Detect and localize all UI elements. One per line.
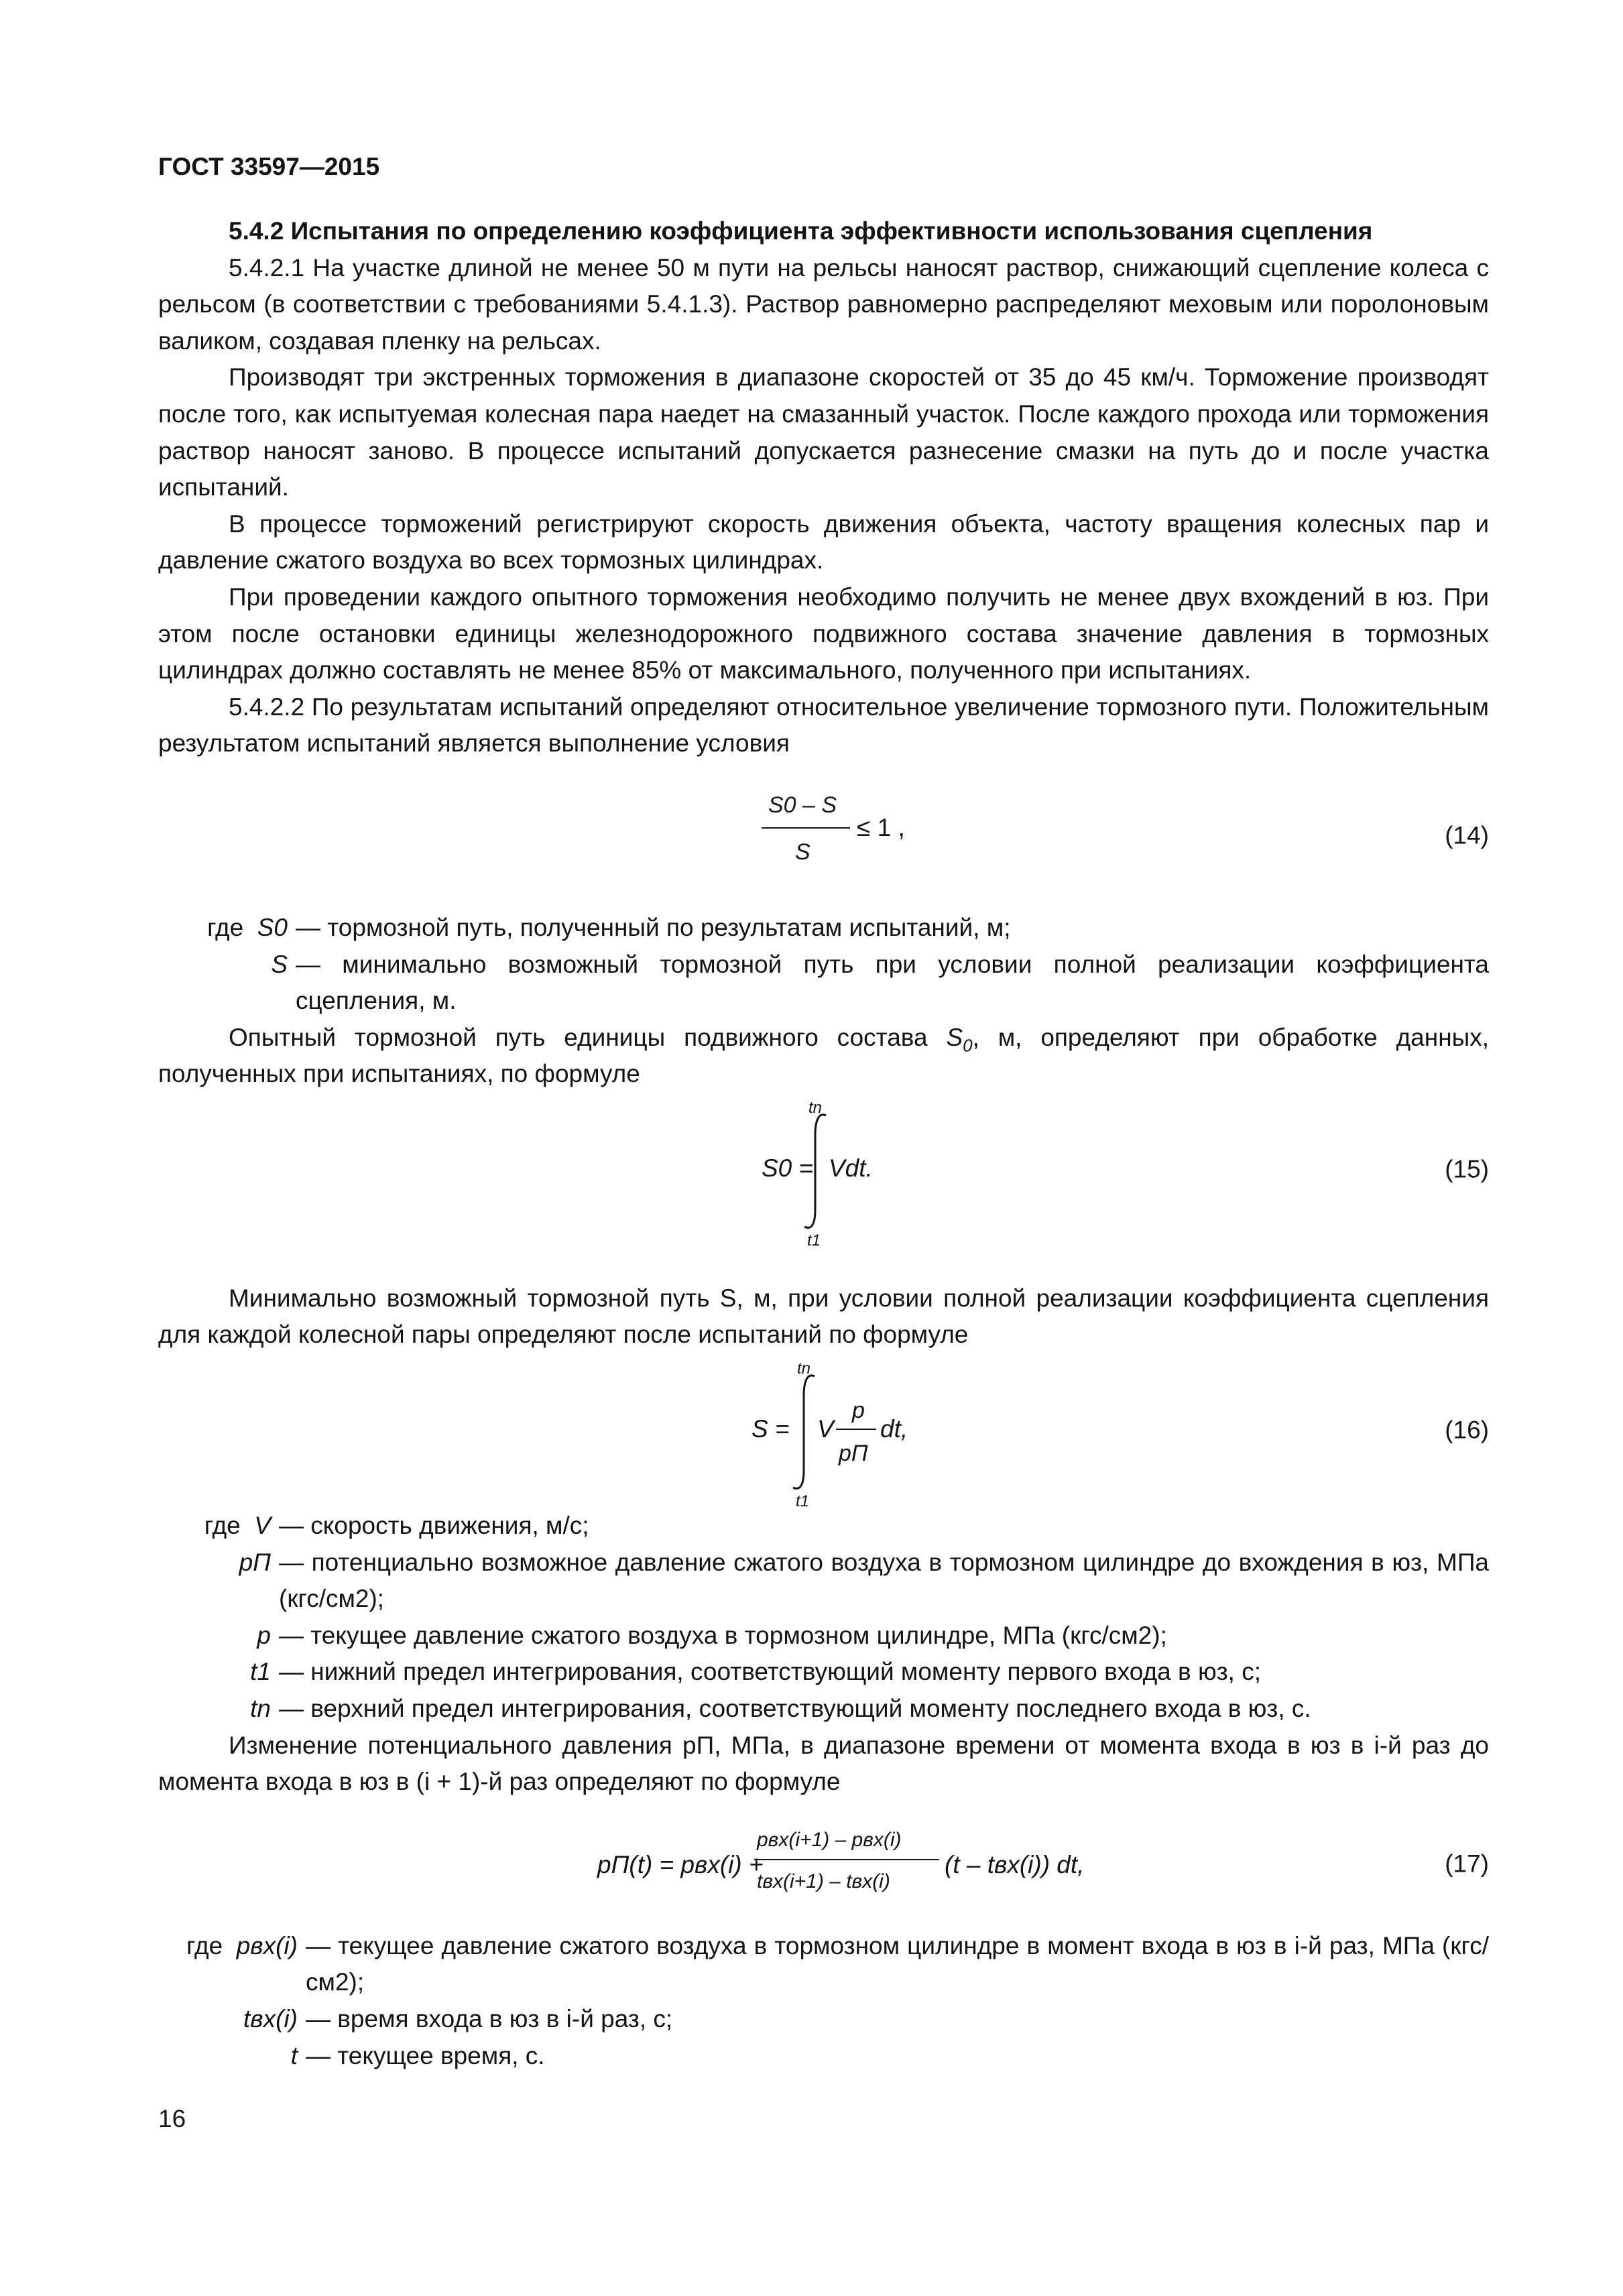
formula-16-v: V: [817, 1415, 834, 1443]
equation-number: (17): [1445, 1850, 1489, 1878]
formula-15: [158, 1093, 1489, 1250]
formula-14: [158, 762, 1489, 910]
paragraph: 5.4.2.2 По результатам испытаний определяют относительное увеличение тормозного пути. Положительным результатом испытаний является выполнение условия: [158, 692, 1489, 758]
formula-17: [158, 1801, 1489, 1928]
formula-17-tail: (t – tвх(i)) dt,: [945, 1850, 1085, 1878]
formula-16: [158, 1353, 1489, 1511]
page-number: 16: [158, 2105, 186, 2132]
formula-17-lhs: pП(t) = pвх(i) +: [597, 1850, 764, 1878]
where-symbol: pвх(i): [236, 1931, 298, 1959]
paragraph: Изменение потенциального давления pП, МПа, в диапазоне времени от момента входа в юз в i-й раз до момента входа в юз в (i + 1)-й раз определяют по формуле: [158, 1731, 1489, 1796]
integral-sign-icon: [793, 1376, 815, 1489]
where-symbol: pП: [239, 1548, 271, 1576]
formula-17-numerator: pвх(i+1) – pвх(i): [757, 1828, 902, 1851]
formula-15-integrand: Vdt.: [829, 1154, 873, 1182]
formula-14-rhs: ≤ 1 ,: [857, 813, 905, 841]
where-symbol: t: [290, 2041, 298, 2069]
where-row: [158, 910, 1489, 947]
formula-16-tail: dt,: [880, 1415, 908, 1443]
spacer: [158, 1247, 1489, 1280]
where-description: — тормозной путь, полученный по результатам испытаний, м;: [296, 913, 1011, 941]
where-lead: где S0: [207, 913, 288, 941]
where-row: [158, 1618, 1489, 1654]
where-row: [158, 2001, 1489, 2038]
document-header: ГОСТ 33597—2015: [158, 153, 380, 180]
formula-15-lhs: S0 =: [762, 1154, 814, 1182]
formula-14-denominator: S: [795, 839, 810, 865]
where-description: — скорость движения, м/с;: [279, 1512, 589, 1540]
where-row: [158, 1654, 1489, 1691]
equation-number: (15): [1445, 1155, 1489, 1183]
where-row: [158, 1928, 1489, 2001]
integral-lower-limit: t1: [796, 1492, 810, 1511]
equation-number: (14): [1445, 821, 1489, 849]
page-content: [158, 213, 1489, 2074]
where-symbol: t1: [250, 1658, 271, 1686]
where-block-2: [158, 1508, 1489, 1728]
equation-number: (16): [1445, 1416, 1489, 1444]
where-description: — верхний предел интегрирования, соответствующий моменту последнего входа в юз, с.: [279, 1695, 1311, 1723]
formula-17-expression: [597, 1801, 1085, 1928]
where-description: — время входа в юз в i-й раз, с;: [306, 2005, 673, 2033]
integral-lower-limit: t1: [807, 1231, 821, 1250]
where-description: — текущее давление сжатого воздуха в тормозном цилиндре в момент входа в юз в i-й раз, МПа (кгс/см2);: [306, 1931, 1489, 1996]
where-block-1: [158, 910, 1489, 1020]
where-symbol: tвх(i): [243, 2005, 298, 2033]
where-description: — текущее время, с.: [306, 2041, 545, 2069]
where-lead: где pвх(i): [186, 1931, 298, 1959]
formula-16-lhs: S =: [752, 1415, 790, 1443]
paragraph: При проведении каждого опытного торможения необходимо получить не менее двух вхождений в юз. При этом после остановки единицы железнодорожного подвижного состава значение давления в тормозных цилиндрах должно составлять не менее 85% от максимального, полученного при испытаниях.: [158, 583, 1489, 684]
where-symbol: p: [257, 1621, 271, 1649]
formula-15-expression: [762, 1093, 963, 1250]
integral-upper-limit: tn: [797, 1360, 811, 1378]
where-description: — текущее давление сжатого воздуха в тормозном цилиндре, МПа (кгс/см2);: [279, 1621, 1167, 1649]
formula-16-numerator: p: [852, 1398, 865, 1424]
paragraph: Производят три экстренных торможения в диапазоне скоростей от 35 до 45 км/ч. Торможение производят после того, как испытуемая колесная пара наедет на смазанный участок. После каждого прохода или торможения раствор наносят заново. В процессе испытаний допускается разнесение смазки на путь до и после участка испытаний.: [158, 363, 1489, 501]
where-symbol: tn: [250, 1695, 271, 1723]
where-row: [158, 1691, 1489, 1728]
where-symbol: S: [271, 950, 288, 978]
formula-16-denominator: pП: [839, 1441, 868, 1467]
formula-17-denominator: tвх(i+1) – tвх(i): [757, 1870, 890, 1892]
where-block-3: [158, 1928, 1489, 2074]
where-description: — минимально возможный тормозной путь при условии полной реализации коэффициента сцепления, м.: [296, 950, 1489, 1015]
where-lead: где V: [204, 1512, 271, 1540]
paragraph: Минимально возможный тормозной путь S, м, при условии полной реализации коэффициента сцепления для каждой колесной пары определяют после испытаний по формуле: [158, 1284, 1489, 1349]
paragraph: В процессе торможений регистрируют скорость движения объекта, частоту вращения колесных пар и давление сжатого воздуха во всех тормозных цилиндрах.: [158, 509, 1489, 575]
where-row: [158, 2038, 1489, 2075]
integral-upper-limit: tn: [808, 1098, 823, 1117]
where-row: [158, 1545, 1489, 1618]
where-row: [158, 947, 1489, 1020]
formula-14-numerator: S0 – S: [768, 792, 837, 818]
section-title: 5.4.2 Испытания по определению коэффициента эффективности использования сцепления: [229, 217, 1373, 245]
formula-16-expression: [752, 1353, 979, 1511]
where-symbol: V: [254, 1512, 271, 1540]
paragraph: 5.4.2.1 На участке длиной не менее 50 м пути на рельсы наносят раствор, снижающий сцепление колеса с рельсом (в соответствии с требованиями 5.4.1.3). Раствор равномерно распределяют меховым или поролоновым валиком, создавая пленку на рельсах.: [158, 253, 1489, 355]
paragraph: Опытный тормозной путь единицы подвижного состава $S_0$, м, определяют при обработке данных, полученных при испытаниях, по формуле: [158, 1023, 1489, 1088]
where-description: — нижний предел интегрирования, соответствующий моменту первого входа в юз, с;: [279, 1658, 1262, 1686]
where-description: — потенциально возможное давление сжатого воздуха в тормозном цилиндре до вхождения в юз, МПа (кгс/см2);: [279, 1548, 1489, 1613]
where-row: [158, 1508, 1489, 1545]
where-symbol: S0: [257, 913, 288, 941]
formula-14-expression: [755, 762, 956, 910]
